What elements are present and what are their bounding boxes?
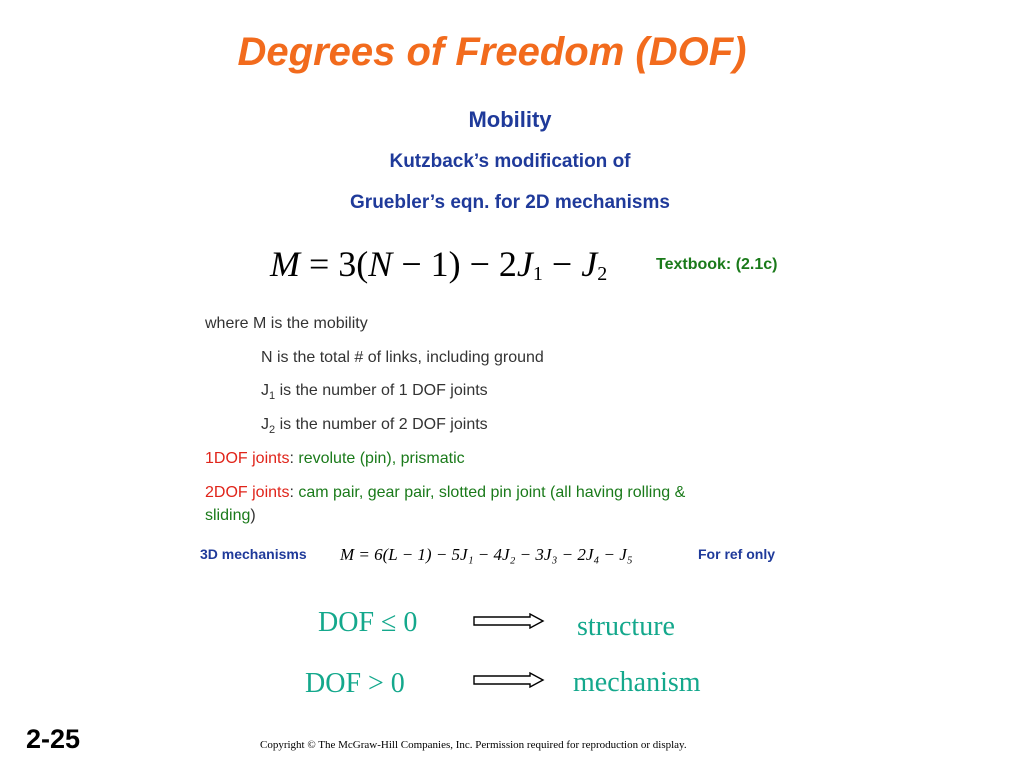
gruebler-equation bbox=[270, 243, 607, 285]
eq-m: M bbox=[270, 244, 300, 284]
close-paren: ) bbox=[250, 507, 256, 524]
right-arrow-icon bbox=[472, 613, 546, 629]
equation-3d-text: M = 6(L − 1) − 5J₁ − 4J₂ − 3J₃ − 2J₄ − J₅ bbox=[340, 545, 633, 564]
rule-result-2: mechanism bbox=[573, 667, 701, 698]
j2-letter: J bbox=[261, 416, 269, 433]
joints-2dof-text-2: sliding bbox=[205, 507, 251, 524]
eq-part: − bbox=[542, 244, 582, 284]
rule-condition-1: DOF ≤ 0 bbox=[318, 607, 418, 638]
definition-j1 bbox=[261, 382, 488, 402]
j2-text: is the number of 2 DOF joints bbox=[275, 416, 488, 433]
eq-j1-sub: 1 bbox=[532, 263, 543, 285]
joints-2dof-line2 bbox=[205, 507, 256, 525]
eq-j2-sub: 2 bbox=[597, 263, 608, 285]
ref-only-note: For ref only bbox=[698, 546, 776, 562]
eq-part: − 1) − 2 bbox=[392, 244, 517, 284]
colon: : bbox=[289, 484, 299, 501]
colon: : bbox=[289, 450, 299, 467]
definition-j2 bbox=[261, 416, 488, 436]
eq-j1: J bbox=[516, 244, 533, 284]
copyright-notice: Copyright © The McGraw-Hill Companies, Inc. Permission required for reproduction or display. bbox=[260, 739, 687, 751]
page-number: 2-25 bbox=[26, 724, 81, 754]
mechanisms-3d-label: 3D mechanisms bbox=[200, 546, 307, 562]
joints-2dof-label: 2DOF joints bbox=[205, 484, 290, 501]
eq-j2: J bbox=[581, 244, 598, 284]
textbook-reference: Textbook: (2.1c) bbox=[656, 256, 778, 273]
joints-1dof bbox=[205, 450, 465, 468]
mobility-heading: Mobility bbox=[468, 107, 552, 132]
eq-n: N bbox=[368, 244, 393, 284]
slide-title: Degrees of Freedom (DOF) bbox=[237, 30, 747, 74]
j1-letter: J bbox=[261, 382, 269, 399]
equation-3d bbox=[340, 545, 633, 565]
j1-text: is the number of 1 DOF joints bbox=[275, 382, 488, 399]
gruebler-subheading: Gruebler’s eqn. for 2D mechanisms bbox=[350, 192, 670, 213]
j1-sub: 1 bbox=[269, 390, 276, 403]
joints-2dof bbox=[205, 484, 685, 502]
joints-2dof-text-1: cam pair, gear pair, slotted pin joint (all having rolling & bbox=[298, 484, 686, 501]
definition-n: N is the total # of links, including ground bbox=[261, 349, 544, 366]
j2-sub: 2 bbox=[269, 424, 276, 437]
rule-result-1: structure bbox=[577, 611, 675, 642]
kutzback-subheading: Kutzback’s modification of bbox=[389, 151, 631, 172]
right-arrow-icon bbox=[472, 672, 546, 688]
definition-m: where M is the mobility bbox=[205, 315, 368, 332]
rule-condition-2: DOF > 0 bbox=[305, 668, 405, 699]
eq-part: = 3( bbox=[300, 244, 369, 284]
joints-1dof-text: revolute (pin), prismatic bbox=[298, 450, 465, 467]
joints-1dof-label: 1DOF joints bbox=[205, 450, 290, 467]
